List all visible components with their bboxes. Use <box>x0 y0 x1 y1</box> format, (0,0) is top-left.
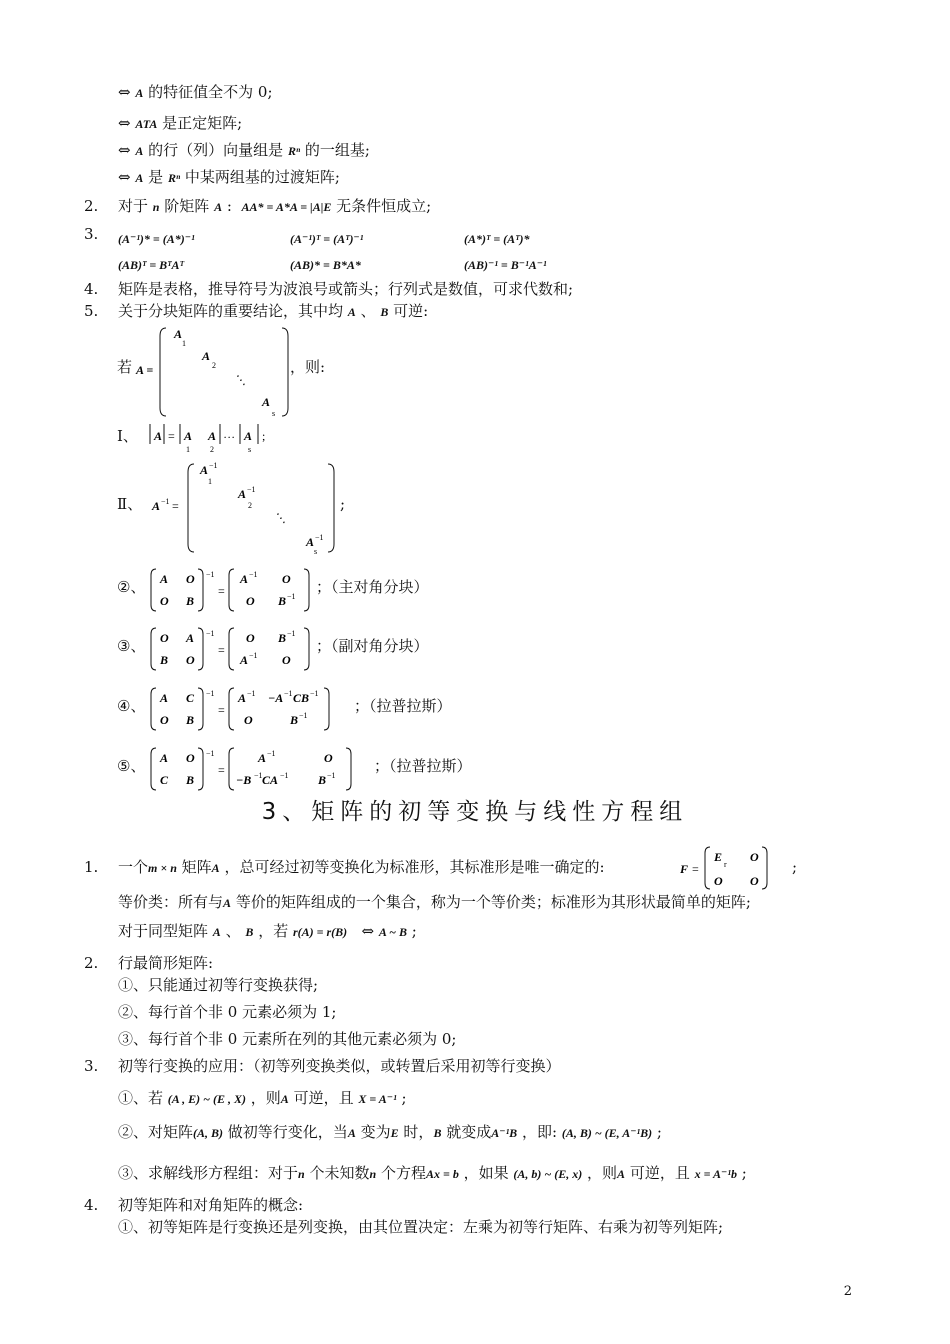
item-number: 4. <box>84 280 99 298</box>
item-number: 4. <box>84 1196 99 1214</box>
svg-text:A: A <box>154 429 163 443</box>
formula-product-transpose: (AB)ᵀ = BᵀAᵀ <box>118 258 184 272</box>
svg-text:−1: −1 <box>247 485 256 494</box>
svg-text:A =: A = <box>136 363 154 377</box>
svg-text:A: A <box>238 691 247 705</box>
block-diagonal-matrix <box>134 324 314 420</box>
svg-text:−1: −1 <box>280 771 289 780</box>
svg-text:A: A <box>174 327 183 341</box>
s1-line-3: 对于同型矩阵 A 、 B ，若 r(A) = r(B) ⇔ A ~ B ; <box>118 922 417 940</box>
svg-text:O: O <box>246 594 255 608</box>
block-item-4-note: ；（拉普拉斯） <box>354 697 452 715</box>
svg-text:O: O <box>160 594 169 608</box>
equiv-symbol: ⇔ <box>118 141 131 159</box>
svg-text:−1: −1 <box>299 711 308 720</box>
svg-text:−1: −1 <box>206 749 215 758</box>
svg-text:1: 1 <box>208 477 212 486</box>
s3-title: 初等行变换的应用：（初等列变换类似，或转置后采用初等行变换） <box>118 1057 561 1075</box>
svg-text:O: O <box>186 572 195 586</box>
block-item-2-note: ；（主对角分块） <box>316 578 429 596</box>
svg-text:−B: −B <box>236 773 252 787</box>
svg-text:O: O <box>160 713 169 727</box>
svg-text:=: = <box>172 499 179 513</box>
svg-text:O: O <box>246 631 255 645</box>
s1-line-2: 等价类：所有与A 等价的矩阵组成的一个集合，称为一个等价类；标准形为其形状最简单的矩阵; <box>118 893 751 911</box>
svg-text:−A: −A <box>268 691 284 705</box>
s3-item-3: ③、求解线形方程组：对于n 个未知数n 个方程Ax = b ，如果 (A, b) ~ (E, x) ，则A 可逆，且 x = A⁻¹b ; <box>118 1164 747 1182</box>
svg-text:O: O <box>186 653 195 667</box>
svg-text:O: O <box>282 653 291 667</box>
svg-text:CB: CB <box>293 691 310 705</box>
item-number: 1. <box>84 858 99 876</box>
s1-line-1: 一个m × n 矩阵A ，总可经过初等变换化为标准形，其标准形是唯一确定的: <box>118 858 605 876</box>
svg-text:A: A <box>160 751 169 765</box>
svg-text:=: = <box>692 862 699 876</box>
svg-text:−1: −1 <box>267 749 276 758</box>
svg-text:O: O <box>750 850 759 864</box>
block-inverse-matrix <box>150 460 350 556</box>
item-number: 2. <box>84 954 99 972</box>
ze-label: ，则: <box>290 358 326 376</box>
ruo-label: 若 <box>117 358 133 376</box>
svg-text:−1: −1 <box>287 592 296 601</box>
svg-text:…: … <box>224 427 235 441</box>
svg-text:A: A <box>160 572 169 586</box>
svg-text:s: s <box>272 409 276 418</box>
svg-text:A: A <box>240 572 249 586</box>
equiv-line-1: ⇔ A 的特征值全不为 0; <box>118 83 273 101</box>
formula-inverse-transpose: (A⁻¹)ᵀ = (Aᵀ)⁻¹ <box>290 232 364 246</box>
svg-text:A: A <box>152 499 161 513</box>
svg-text:−1: −1 <box>254 771 263 780</box>
svg-text:C: C <box>160 773 169 787</box>
laplace-upper-block-inverse <box>148 686 358 732</box>
svg-text:B: B <box>318 773 327 787</box>
svg-text:s: s <box>314 547 318 556</box>
svg-text:−1: −1 <box>310 689 319 698</box>
svg-text:O: O <box>750 874 759 888</box>
svg-text:⋱: ⋱ <box>274 511 286 525</box>
formula-product-adjugate: (AB)* = B*A* <box>290 258 361 272</box>
s2-item: ③、每行首个非 0 元素所在列的其他元素必须为 0; <box>118 1030 457 1048</box>
standard-form-matrix <box>678 845 774 891</box>
anti-diagonal-block-inverse <box>148 626 318 672</box>
svg-text:A: A <box>200 463 209 477</box>
svg-text:O: O <box>282 572 291 586</box>
s2-item: ①、只能通过初等行变换获得; <box>118 976 319 994</box>
equiv-symbol: ⇔ <box>118 114 131 132</box>
item-number: 2. <box>84 197 99 215</box>
s4-title: 初等矩阵和对角矩阵的概念: <box>118 1196 304 1214</box>
svg-text:A: A <box>262 395 271 409</box>
svg-text:B: B <box>160 653 169 667</box>
svg-text:O: O <box>324 751 333 765</box>
svg-text:A: A <box>160 691 169 705</box>
svg-text:−1: −1 <box>315 533 324 542</box>
equiv-line-3: ⇔ A 的行（列）向量组是 Rⁿ 的一组基; <box>118 141 370 159</box>
block-item-3-note: ；（副对角分块） <box>316 637 429 655</box>
svg-text:2: 2 <box>212 361 216 370</box>
svg-text:O: O <box>244 713 253 727</box>
s2-item: ②、每行首个非 0 元素必须为 1; <box>118 1003 337 1021</box>
svg-text:A: A <box>244 429 253 443</box>
item-number: 5. <box>84 302 99 320</box>
svg-text:−1: −1 <box>284 689 293 698</box>
svg-text:B: B <box>186 713 195 727</box>
svg-text:B: B <box>186 594 195 608</box>
svg-text:O: O <box>714 874 723 888</box>
determinant-formula <box>146 420 286 454</box>
svg-text:B: B <box>186 773 195 787</box>
equiv-line-4: ⇔ A 是 Rⁿ 中某两组基的过渡矩阵; <box>118 168 340 186</box>
svg-text:−1: −1 <box>287 629 296 638</box>
equiv-symbol: ⇔ <box>118 168 131 186</box>
item-4-text: 矩阵是表格，推导符号为波浪号或箭头；行列式是数值，可求代数和; <box>118 280 574 298</box>
item-number: 3. <box>84 1057 99 1075</box>
svg-text:A: A <box>238 487 247 501</box>
svg-text:−1: −1 <box>161 497 170 506</box>
item-number: 3. <box>84 225 99 243</box>
svg-text:B: B <box>278 631 287 645</box>
semicolon: ; <box>340 495 346 513</box>
svg-text:r: r <box>724 860 727 869</box>
svg-text:O: O <box>160 631 169 645</box>
svg-text:;: ; <box>262 429 266 443</box>
svg-text:=: = <box>218 703 225 717</box>
item-5-text: 关于分块矩阵的重要结论，其中均 A 、 B 可逆: <box>118 302 429 320</box>
svg-text:A: A <box>306 535 315 549</box>
svg-text:2: 2 <box>210 445 214 454</box>
s2-title: 行最简形矩阵: <box>118 954 214 972</box>
diagonal-block-inverse <box>148 567 318 613</box>
block-item-2-label: ②、 <box>117 578 146 596</box>
svg-text:=: = <box>218 584 225 598</box>
block-item-3-label: ③、 <box>117 637 146 655</box>
s4-item-1: ①、初等矩阵是行变换还是列变换，由其位置决定：左乘为初等行矩阵、右乘为初等列矩阵; <box>118 1218 724 1236</box>
svg-text:2: 2 <box>248 501 252 510</box>
svg-text:−1: −1 <box>206 689 215 698</box>
block-item-5-note: ；（拉普拉斯） <box>374 757 472 775</box>
svg-text:=: = <box>218 643 225 657</box>
svg-text:C: C <box>186 691 195 705</box>
item-2-text: 对于 n 阶矩阵 A : AA* = A*A = |A|E 无条件恒成立; <box>118 197 432 215</box>
roman-2-label: Ⅱ、 <box>117 495 143 513</box>
svg-text:−1: −1 <box>249 651 258 660</box>
block-item-4-label: ④、 <box>117 697 146 715</box>
svg-text:A: A <box>208 429 217 443</box>
adjugate-formula: AA* = A*A = |A|E <box>241 200 332 214</box>
svg-text:1: 1 <box>186 445 190 454</box>
svg-text:B: B <box>290 713 299 727</box>
equiv-symbol: ⇔ <box>118 83 131 101</box>
svg-text:E: E <box>714 850 723 864</box>
svg-text:−1: −1 <box>247 689 256 698</box>
svg-text:A: A <box>186 631 195 645</box>
svg-text:F: F <box>680 862 689 876</box>
svg-text:⋱: ⋱ <box>234 373 246 387</box>
svg-text:−1: −1 <box>249 570 258 579</box>
svg-text:A: A <box>202 349 211 363</box>
formula-inverse-adjugate: (A⁻¹)* = (A*)⁻¹ <box>118 232 195 246</box>
formula-product-inverse: (AB)⁻¹ = B⁻¹A⁻¹ <box>464 258 547 272</box>
section-heading: 3、矩阵的初等变换与线性方程组 <box>261 799 689 825</box>
svg-text:A: A <box>240 653 249 667</box>
svg-text:−1: −1 <box>327 771 336 780</box>
roman-1-label: Ⅰ、 <box>117 427 138 445</box>
s1-line-1-end: ; <box>792 858 798 876</box>
formula-adjugate-transpose: (A*)ᵀ = (Aᵀ)* <box>464 232 530 246</box>
svg-text:s: s <box>248 445 252 454</box>
svg-text:−1: −1 <box>206 570 215 579</box>
s3-item-1: ①、若 (A , E) ~ (E , X) ，则A 可逆，且 X = A⁻¹ ; <box>118 1089 407 1107</box>
svg-text:−1: −1 <box>206 629 215 638</box>
svg-text:=: = <box>168 429 175 443</box>
svg-text:CA: CA <box>262 773 279 787</box>
block-item-5-label: ⑤、 <box>117 757 146 775</box>
laplace-lower-block-inverse <box>148 746 358 792</box>
svg-text:1: 1 <box>182 339 186 348</box>
svg-text:−1: −1 <box>209 461 218 470</box>
page-number: 2 <box>843 1284 852 1299</box>
svg-text:=: = <box>218 763 225 777</box>
svg-text:B: B <box>278 594 287 608</box>
s3-item-2: ②、对矩阵(A, B) 做初等行变化，当A 变为E 时，B 就变成A⁻¹B ，即: (A, B) ~ (E, A⁻¹B) ; <box>118 1123 662 1141</box>
svg-text:A: A <box>184 429 193 443</box>
equiv-line-2: ⇔ ATA 是正定矩阵; <box>118 114 243 132</box>
svg-text:A: A <box>258 751 267 765</box>
svg-text:O: O <box>186 751 195 765</box>
